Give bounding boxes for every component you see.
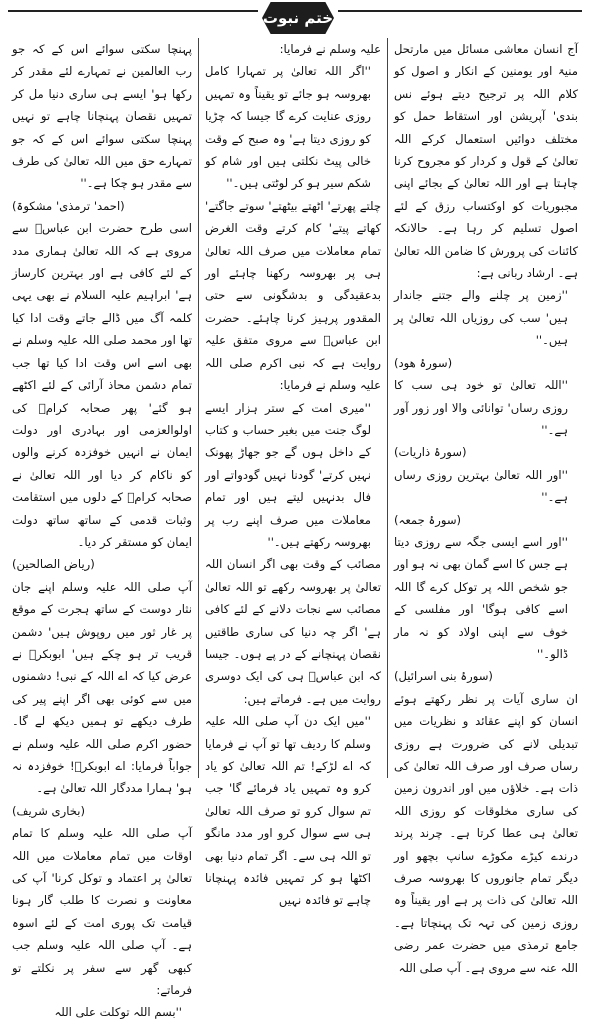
header-rule-left [8,10,258,12]
header-rule-right [338,10,582,12]
reference: (سورۂ بنی اسرائیل) [394,669,493,684]
column-middle [198,38,388,908]
quote: ''اور اسے ایسی جگہ سے روزی دیتا ہے جس کا اسے گمان بھی نہ ہو اور جو شخص اللہ پر توکل کرے گا اللہ اسے کافی ہوگا' اور مفلسی کے خوف سے اپنی اولاد کو نہ مار ڈالو۔'' [394,534,568,661]
quote: ''میں ایک دن آپ صلی اللہ علیہ وسلم کا ردیف تھا تو آپ نے فرمایا کہ اے لڑکے! تم اللہ تعالیٰ کو یاد کرو وہ تمہیں یاد فرمائے گا' جب تم سوال کرو تو صرف اللہ تعالیٰ ہی سے سوال کرو اور مدد مانگو تو اللہ ہی سے۔ اگر تمام دنیا بھی اکٹھا ہو کر تمہیں فائدہ پہنچانا چاہے تو فائدہ نہیں [205,714,371,908]
quote: ''میری امت کے ستر ہزار ایسے لوگ جنت میں بغیر حساب و کتاب کے داخل ہوں گے جو جھاڑ پھونک نہیں کرتے' گودنا نہیں گودواتے اور فال بدنہیں لیتے ہیں اور تمام معاملات میں صرف اپنے رب پر بھروسہ رکھتے ہیں۔'' [205,400,371,549]
column-right [388,38,584,975]
reference: (احمد' ترمذی' مشکوۃ) [12,198,125,213]
reference: (سورۂ جمعہ) [394,512,462,527]
reference: (ریاض الصالحین) [12,557,95,572]
header-title-badge [258,0,338,36]
paragraph: چلتے پھرتے' اٹھتے بیٹھتے' سوتے جاگتے' کھاتے پیتے' کام کرتے وقت الغرض تمام معاملات میں صرف اللہ تعالیٰ ہی پر بھروسہ رکھنا چاہئے اور بدعقیدگی و بدشگونی سے حتی المقدور پرہیز کرنا چاہئے۔ حضرت ابن عباسؓ سے مروی متفق علیہ روایت ہے کہ نبی اکرم صلی اللہ علیہ وسلم نے فرمایا: [205,198,381,393]
quote: ''بسم اللہ توکلت علی اللہ [54,1005,182,1020]
paragraph: مصائب کے وقت بھی اگر انسان اللہ تعالیٰ پر بھروسہ رکھے تو اللہ تعالیٰ مصائب سے نجات دلانے کے لئے کافی ہے' اگر چہ دنیا کی ساری طاقتیں نقصان پہنچانے کے در پے ہوں۔ جیسا کہ ابن عباسؓ ہی کی ایک دوسری روایت میں ہے۔ فرماتے ہیں: [205,557,381,706]
paragraph: اسی طرح حضرت ابن عباسؓ سے مروی ہے کہ اللہ تعالیٰ ہماری مدد کے لئے کافی ہے اور بہترین کارساز ہے' ابراہیم علیہ السلام نے بھی یہی کلمہ آگ میں ڈالے جاتے وقت ادا کیا تھا اور محمد صلی اللہ علیہ وسلم نے بھی اسے اس وقت ادا کیا تھا جب تمام دشمن محاذ آرائی کے لئے اکٹھے ہو گئے' پھر صحابہ کرامؓ کی اولوالعزمی اور بہادری اور دولت ایمان نے انہیں خوفزدہ کرنے والوں کو ناکام کر دیا اور اللہ تعالیٰ نے صحابہ کرامؓ کے دلوں میں استقامت وثبات قدمی کے ساتھ ساتھ دولت ایمان کو مستقر کر دیا۔ [12,221,192,549]
paragraph: آپ صلی اللہ علیہ وسلم کا تمام اوقات میں تمام معاملات میں اللہ تعالیٰ پر اعتماد و توکل کرنا' آپ کی معاونت و نصرت کا طلب گار ہونا قیامت تک پوری امت کے لئے اسوہ ہے۔ آپ صلی اللہ علیہ وسلم جب کبھی گھر سے سفر پر نکلتے تو فرماتے: [12,826,192,998]
quote: ''زمین پر چلنے والے جتنے جاندار ہیں' سب کی روزیاں اللہ تعالیٰ پر ہیں۔'' [394,288,568,348]
text-columns [6,38,584,1020]
quote: ''اور اللہ تعالیٰ بہترین روزی رساں ہے۔'' [394,467,568,505]
magazine-title: ختم نبوت [262,9,334,27]
reference: (بخاری شریف) [12,803,85,818]
paragraph: علیہ وسلم نے فرمایا: [279,42,381,56]
quote: ''اگر اللہ تعالیٰ پر تمہارا کامل بھروسہ ہو جائے تو یقیناً وہ تمہیں روزی عنایت کرے گا جیسا کہ چڑیا کو روزی دیتا ہے' وہ صبح کے وقت خالی پیٹ نکلتی ہیں اور شام کو شکم سیر ہو کر لوٹتی ہیں۔'' [205,64,371,191]
reference: (سورۂ ذاریات) [394,445,467,460]
column-left [6,38,198,1020]
paragraph: پہنچا سکتی سوائے اس کے کہ جو رب العالمین نے تمہارے لئے مقدر کر رکھا ہو' ایسے ہی ساری دنیا مل کر تمہیں نقصان پہنچانا چاہے تو نہیں پہنچا سکتی سوائے اس کے کہ جو تمہارے حق میں اللہ تعالیٰ کی طرف سے مقدر ہو چکا ہے۔'' [12,42,192,191]
paragraph: آج انسان معاشی مسائل میں مارتحل منیۃ اور یومنین کے انکار و اصول کو کلام اللہ پر ترجیح دیتے ہوئے نس بندی' آپریشن اور استقاط حمل کو مختلف دوائیں استعمال کرکے اللہ تعالیٰ کے قول و کردار کو مجروح کرنا چاہتا ہے اور اللہ تعالیٰ کے بجائے اپنی مجبوریات کو اوکتساب رزق کے لئے اصول تسلیم کر رہا ہے۔ حالانکہ کائنات کی پرورش کا ضامن اللہ تعالیٰ ہے۔ ارشاد ربانی ہے: [394,42,578,281]
paragraph: آپ صلی اللہ علیہ وسلم اپنے جان نثار دوست کے ساتھ ہجرت کے موقع پر غار ثور میں روپوش ہیں' دشمن قریب تر ہو چکے ہیں' ابوبکرؓ نے عرض کیا کہ اے اللہ کے نبی! دشمنوں میں سے کوئی بھی اگر اپنے پیر کی طرف دیکھے تو ہمیں دیکھ لے گا۔ حضور اکرم صلی اللہ علیہ وسلم نے جواباً فرمایا: اے ابوبکرؓ! خوفزدہ نہ ہو' ہمارا مددگار اللہ تعالیٰ ہے۔ [12,579,192,796]
quote: ''اللہ تعالیٰ تو خود ہی سب کا روزی رساں' توانائی والا اور زور آور ہے۔'' [394,378,568,437]
paragraph: ان ساری آیات پر نظر رکھتے ہوئے انسان کو اپنے عقائد و نظریات میں تبدیلی لانے کی ضرورت ہے روزی رساں صرف اور صرف اللہ تعالیٰ کی ذات ہے۔ خلاؤں میں اور اندرون زمین کی ساری مخلوقات کو روزی اللہ تعالیٰ ہی عطا کرتا ہے۔ چرند پرند درندے کیڑے مکوڑے سانپ بچھو اور دیگر تمام جانوروں کا بھروسہ صرف اللہ تعالیٰ کی ذات پر ہے اور یقیناً وہ روزی زمین کی تہہ تک پہنچاتا ہے۔ جامع ترمذی میں حضرت عمر رضی اللہ عنہ سے مروی ہے۔ آپ صلی اللہ [394,691,578,975]
reference: (سورۂ ھود) [394,355,453,370]
